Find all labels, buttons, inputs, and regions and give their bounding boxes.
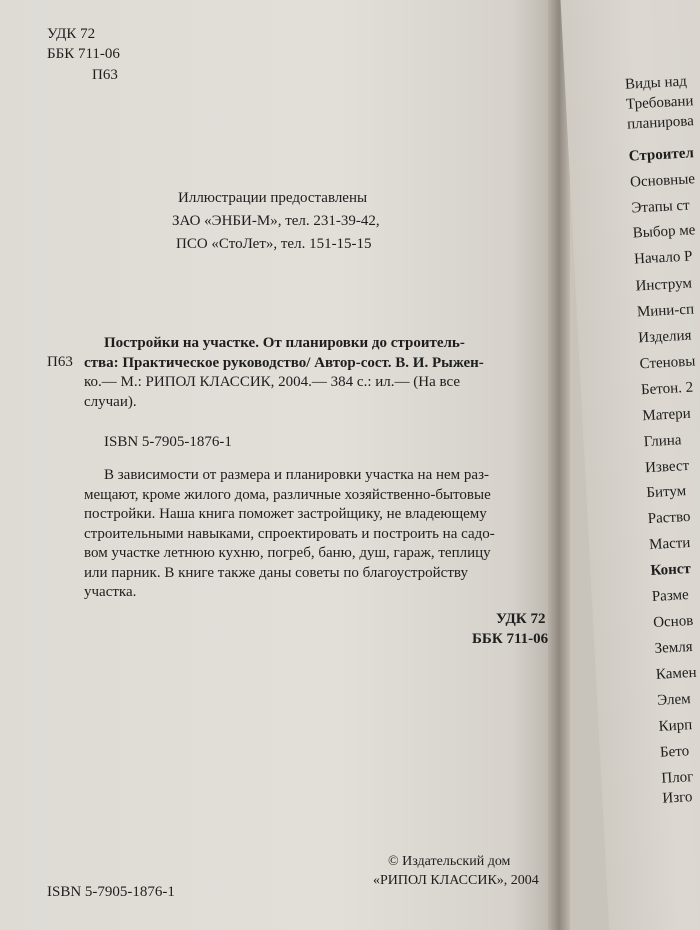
abstract-line-7: участка. <box>84 584 137 600</box>
toc-entry: Масти <box>648 534 691 554</box>
toc-entry: Основ <box>652 612 694 631</box>
toc-entry: Бетон. 2 <box>640 379 694 399</box>
abstract-line-5: вом участке летнюю кухню, погреб, баню, душ, гараж, теплицу <box>84 545 491 561</box>
bib-line-2-text: ства: Практическое руководство/ Автор-сост. В. И. Рыжен- <box>84 354 484 371</box>
toc-entry: Бето <box>659 743 690 761</box>
book-gutter <box>548 0 570 930</box>
toc-entry: Элем <box>656 691 692 709</box>
abstract-line-3: постройки. Наша книга поможет застройщику, не владеющему <box>84 506 487 522</box>
udk-top: УДК 72 <box>47 26 96 42</box>
toc-entry: Мини-сп <box>636 301 695 321</box>
bib-description <box>84 334 554 412</box>
toc-entry: Камен <box>655 664 697 683</box>
toc-entry: Извест <box>644 457 690 477</box>
toc-entry: Изделия <box>637 327 692 347</box>
toc-entry: Этапы ст <box>631 197 691 217</box>
isbn-bottom: ISBN 5-7905-1876-1 <box>47 884 175 900</box>
abstract <box>84 466 554 603</box>
toc-entry: Плог <box>661 769 694 787</box>
right-page-toc <box>560 0 700 930</box>
isbn: ISBN 5-7905-1876-1 <box>104 434 232 450</box>
udk-bottom: УДК 72 <box>496 611 546 627</box>
illustrations-line-1: Иллюстрации предоставлены <box>178 190 368 206</box>
toc-entry: Строител <box>628 145 695 165</box>
toc-entry: Виды над <box>624 73 688 93</box>
toc-entry: Разме <box>651 587 690 606</box>
toc-entry: Выбор ме <box>632 222 696 242</box>
bbk-bottom: ББК 711-06 <box>472 631 549 647</box>
abstract-line-1: В зависимости от размера и планировки участка на нем раз- <box>104 467 489 483</box>
abstract-line-4: строительными навыками, спроектировать и построить на садо- <box>84 525 495 542</box>
toc-entry: Глина <box>643 432 682 451</box>
abstract-line-6: или парник. В книге также даны советы по благоустройству <box>84 564 468 581</box>
toc-entry: Земля <box>654 638 694 657</box>
toc-entry: Начало Р <box>633 248 693 268</box>
toc-entry: Изго <box>662 789 693 807</box>
toc-entry: Битум <box>646 483 687 502</box>
illustrations-line-3: ПСО «СтоЛет», тел. 151-15-15 <box>176 236 372 252</box>
toc-entry: Кирп <box>658 717 693 735</box>
bib-line-3: ко.— М.: РИПОЛ КЛАССИК, 2004.— 384 с.: ил.— (На все <box>84 374 460 390</box>
toc-entry: планирова <box>626 113 695 133</box>
abstract-line-2: мещают, кроме жилого дома, различные хозяйственно-бытовые <box>84 486 491 503</box>
toc-entry: Стеновы <box>639 353 696 373</box>
bbk-top: ББК 711-06 <box>47 46 120 62</box>
copyright-line-2: «РИПОЛ КЛАССИК», 2004 <box>373 873 539 888</box>
bib-line-2 <box>84 354 554 374</box>
illustrations-line-2: ЗАО «ЭНБИ-М», тел. 231-39-42, <box>172 213 380 229</box>
toc-entry: Требовани <box>625 93 694 113</box>
toc-entry: Инструм <box>635 275 693 295</box>
toc-entry: Основные <box>629 171 696 191</box>
bib-line-1: Постройки на участке. От планировки до строитель- <box>104 335 465 351</box>
toc-entry: Конст <box>650 560 692 580</box>
code-top: П63 <box>92 67 118 83</box>
toc-entry: Раство <box>647 508 691 528</box>
toc-entry: Матери <box>642 405 692 425</box>
copyright-line-1: © Издательский дом <box>388 854 511 869</box>
bib-line-4: случаи). <box>84 393 137 410</box>
bib-code: П63 <box>47 354 73 370</box>
